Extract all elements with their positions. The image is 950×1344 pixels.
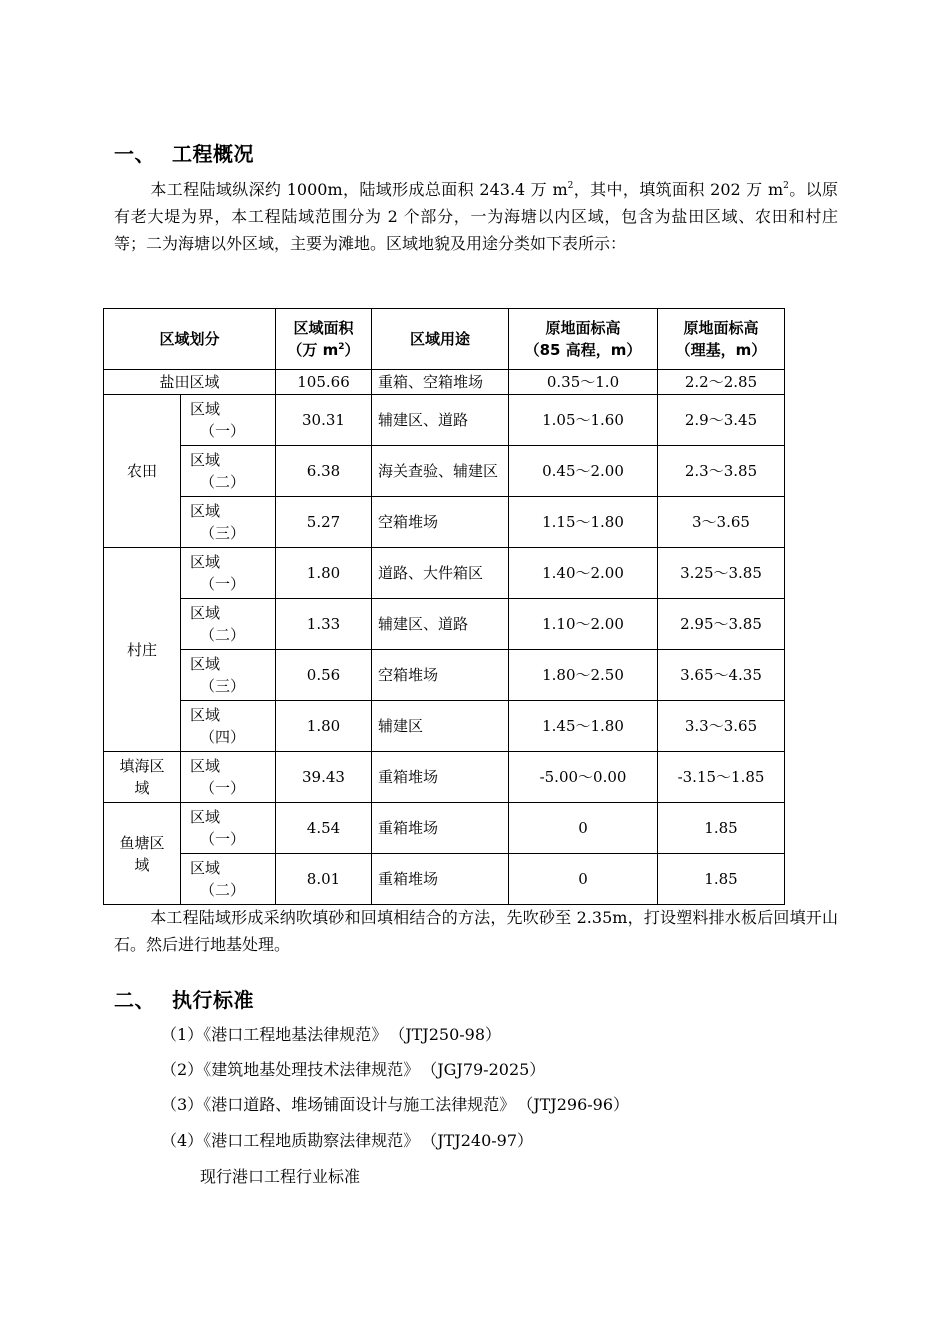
section1-heading	[114, 138, 254, 167]
section1-paragraph-2: 本工程陆域形成采纳吹填砂和回填相结合的方法，先吹砂至 2.35m，打设塑料排水板后回填开山石。然后进行地基处理。	[114, 908, 838, 954]
table-row: 区域 （二） 1.33 辅建区、道路 1.10～2.00 2.95～3.85	[104, 599, 785, 650]
header-use: 区域用途	[372, 309, 509, 370]
table-row: 区域 （二） 6.38 海关查验、辅建区 0.45～2.00 2.3～3.85	[104, 446, 785, 497]
section2-heading	[114, 984, 254, 1013]
standard-item: （2）《建筑地基处理技术法律规范》 （JGJ79-2025）	[161, 1060, 546, 1079]
table-row: 盐田区域 105.66 重箱、空箱堆场 0.35～1.0 2.2～2.85	[104, 370, 785, 395]
region-table	[103, 308, 785, 905]
section1-number: 一、	[114, 142, 155, 166]
header-elev85: 原地面标高 （85 高程，m）	[509, 309, 658, 370]
table-row: 农田 区域 （一） 30.31 辅建区、道路 1.05～1.60 2.9～3.45	[104, 395, 785, 446]
group-pond: 鱼塘区 域	[104, 803, 181, 905]
header-area: 区域面积 （万 $m^2$）	[276, 309, 372, 370]
header-elevbase: 原地面标高 （理基，m）	[658, 309, 785, 370]
table-row: 区域 （四） 1.80 辅建区 1.45～1.80 3.3～3.65	[104, 701, 785, 752]
group-village: 村庄	[104, 548, 181, 752]
table-header-row	[104, 309, 785, 370]
section2-number: 二、	[114, 988, 155, 1012]
standard-item: （4）《港口工程地质勘察法律规范》 （JTJ240-97）	[161, 1131, 534, 1150]
table-row: 鱼塘区 域 区域 （一） 4.54 重箱堆场 0 1.85	[104, 803, 785, 854]
group-farm: 农田	[104, 395, 181, 548]
section2-title: 执行标准	[172, 988, 254, 1012]
section1-paragraph: 本工程陆域纵深约 1000m，陆域形成总面积 243.4 万 $m^2$，其中，填筑面积 202 万 $m^2$。以原有老大堤为界，本工程陆域范围分为 2 个部分，一为海塘以内区域，包含为盐田区域、农田和村庄等；二为海塘以外区域，主要为滩地。区域地貌及用途分类如下表所示：	[114, 180, 838, 253]
table-row: 村庄 区域 （一） 1.80 道路、大件箱区 1.40～2.00 3.25～3.85	[104, 548, 785, 599]
table-row: 区域 （三） 5.27 空箱堆场 1.15～1.80 3～3.65	[104, 497, 785, 548]
standards-note: 现行港口工程行业标准	[200, 1167, 361, 1186]
standard-item: （3）《港口道路、堆场铺面设计与施工法律规范》 （JTJ296-96）	[161, 1095, 630, 1114]
table-row: 填海区 域 区域 （一） 39.43 重箱堆场 -5.00～0.00 -3.15～1.85	[104, 752, 785, 803]
group-reclaim: 填海区 域	[104, 752, 181, 803]
table-row: 区域 （二） 8.01 重箱堆场 0 1.85	[104, 854, 785, 905]
standard-item: （1）《港口工程地基法律规范》 （JTJ250-98）	[161, 1025, 502, 1044]
table-row: 区域 （三） 0.56 空箱堆场 1.80～2.50 3.65～4.35	[104, 650, 785, 701]
header-division: 区域划分	[104, 309, 276, 370]
section1-title: 工程概况	[172, 142, 254, 166]
